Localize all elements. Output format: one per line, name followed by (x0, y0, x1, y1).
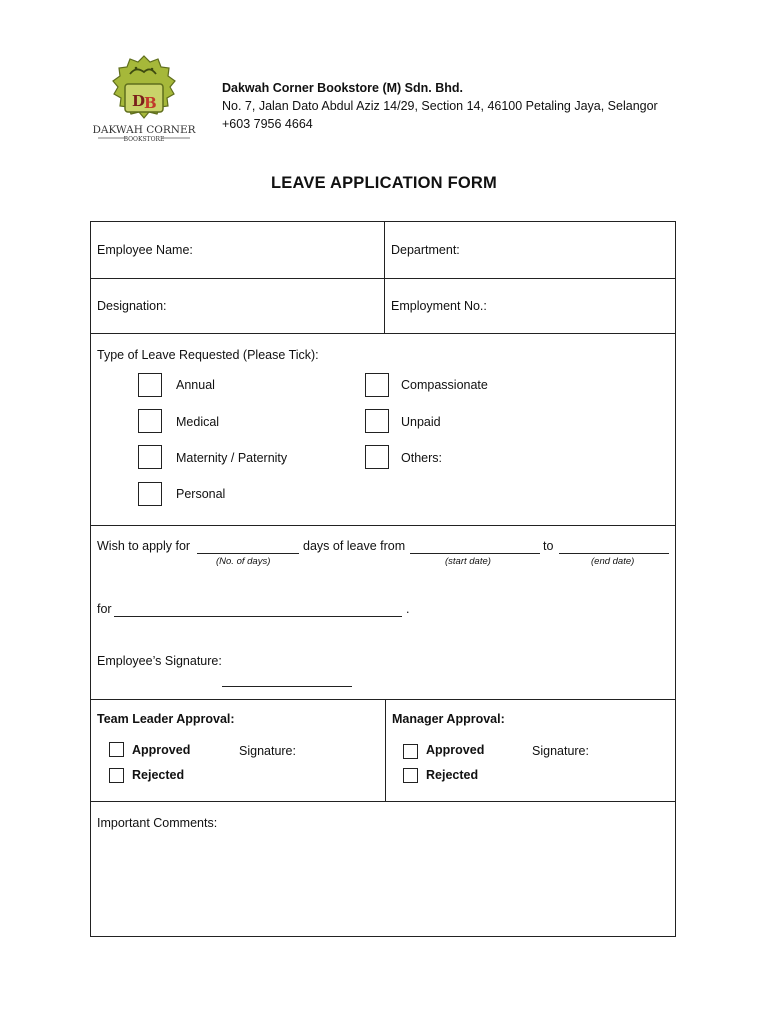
company-logo (92, 54, 196, 144)
manager-approved-checkbox[interactable] (403, 744, 418, 759)
leave-form (90, 221, 676, 937)
manager-signature-label: Signature: (532, 744, 589, 758)
team-leader-approved-label: Approved (132, 743, 191, 757)
start-date-hint: (start date) (445, 556, 491, 567)
team-leader-approved-checkbox[interactable] (109, 742, 124, 757)
employment-no-field[interactable]: Employment No.: (391, 299, 487, 313)
annual-checkbox[interactable] (138, 373, 162, 397)
team-leader-signature-label: Signature: (239, 744, 296, 758)
svg-text:B: B (144, 94, 157, 112)
for-text: for (97, 602, 112, 616)
leave-type-label: Type of Leave Requested (Please Tick): (97, 348, 319, 362)
company-name: Dakwah Corner Bookstore (M) Sdn. Bhd. (222, 81, 463, 95)
department-field[interactable]: Department: (391, 243, 460, 257)
personal-label: Personal (176, 487, 226, 501)
personal-checkbox[interactable] (138, 482, 162, 506)
divider (91, 278, 675, 279)
divider (385, 699, 386, 801)
maternity-paternity-label: Maternity / Paternity (176, 451, 288, 465)
form-title: LEAVE APPLICATION FORM (271, 174, 497, 192)
designation-field[interactable]: Designation: (97, 299, 167, 313)
unpaid-checkbox[interactable] (365, 409, 389, 433)
company-address: No. 7, Jalan Dato Abdul Aziz 14/29, Section 14, 46100 Petaling Jaya, Selangor (222, 99, 658, 113)
manager-approved-label: Approved (426, 743, 485, 757)
team-leader-approval-label: Team Leader Approval: (97, 712, 235, 726)
others-label: Others: (401, 451, 442, 465)
employee-signature-blank[interactable] (222, 686, 352, 687)
days-hint: (No. of days) (216, 556, 271, 567)
manager-rejected-checkbox[interactable] (403, 768, 418, 783)
company-phone: +603 7956 4664 (222, 117, 313, 131)
end-date-hint: (end date) (591, 556, 635, 567)
logo-text: DAKWAH CORNER (92, 124, 196, 136)
medical-label: Medical (176, 415, 220, 429)
divider (384, 222, 385, 333)
team-leader-rejected-checkbox[interactable] (109, 768, 124, 783)
start-date-blank[interactable] (410, 553, 540, 554)
to-text: to (543, 539, 554, 553)
employee-signature-label: Employee’s Signature: (97, 654, 222, 668)
comments-area[interactable] (97, 836, 667, 930)
others-checkbox[interactable] (365, 445, 389, 469)
medical-checkbox[interactable] (138, 409, 162, 433)
divider (91, 801, 675, 802)
days-blank[interactable] (197, 553, 299, 554)
compassionate-label: Compassionate (401, 378, 488, 392)
unpaid-label: Unpaid (401, 415, 441, 429)
end-date-blank[interactable] (559, 553, 669, 554)
days-of-leave-text: days of leave from (303, 539, 406, 553)
divider (91, 333, 675, 334)
compassionate-checkbox[interactable] (365, 373, 389, 397)
team-leader-rejected-label: Rejected (132, 768, 185, 782)
reason-blank[interactable] (114, 616, 402, 617)
period-text: . (406, 602, 410, 616)
wish-to-apply-text: Wish to apply for (97, 539, 191, 553)
maternity-paternity-checkbox[interactable] (138, 445, 162, 469)
logo-subtext: BOOKSTORE (123, 136, 165, 143)
important-comments-label: Important Comments: (97, 816, 218, 830)
logo-emblem-icon (92, 54, 196, 144)
company-info (222, 79, 658, 133)
employee-name-field[interactable]: Employee Name: (97, 243, 193, 257)
divider (91, 699, 675, 700)
svg-text:D: D (132, 92, 146, 110)
divider (91, 525, 675, 526)
manager-rejected-label: Rejected (426, 768, 479, 782)
manager-approval-label: Manager Approval: (392, 712, 505, 726)
annual-label: Annual (176, 378, 215, 392)
